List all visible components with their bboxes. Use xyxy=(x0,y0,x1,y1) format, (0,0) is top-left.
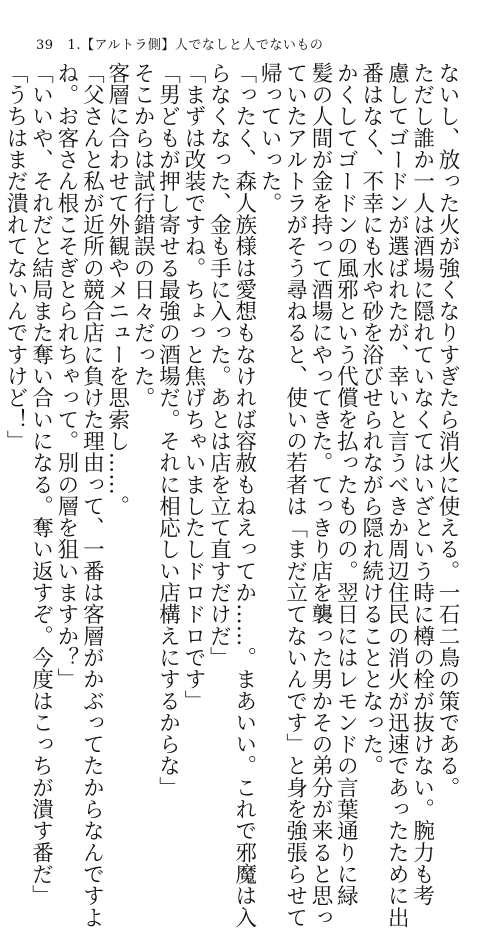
text-line: かくしてゴードンの風邪という代償を払ったものの。翌日にはレモンドの言葉通りに緑 xyxy=(333,62,359,907)
text-line: 番はなく、不幸にも水や砂を浴びせられながら隠れ続けることとなった。 xyxy=(358,62,384,777)
running-header xyxy=(36,34,323,53)
dialogue-line: 「うちはまだ潰れてないんですけど！」 xyxy=(3,62,29,452)
text-line: そこからは試行錯誤の日々だった。 xyxy=(130,62,156,409)
vertical-body-text xyxy=(3,62,460,928)
text-line: 慮してゴードンが選ばれたが、幸いと言うべきか周辺住民の消火が迅速であったために出 xyxy=(384,62,410,928)
dialogue-line: らなくなった、金も手に入った。あとは店を立て直すだけだ」 xyxy=(206,62,232,669)
text-line: ないし、放った火が強くなりすぎたら消火に使える。一石二鳥の策である。 xyxy=(435,62,460,799)
dialogue-line: 「ったく、森人族様は愛想もなければ容赦もねえってか……。まあいい。これで邪魔は入 xyxy=(231,62,257,928)
dialogue-line: 「父さんと私が近所の競合店に負けた理由って、一番は客層がかぶってたからなんですよ xyxy=(79,62,105,928)
text-line: 帰っていった。 xyxy=(257,62,283,214)
page-number: 39 xyxy=(36,38,54,53)
text-line: ただし誰か一人は酒場に隠れていなくてはいざという時に樽の栓が抜けない。腕力も考 xyxy=(409,62,435,907)
text-line: ていたアルトラがそう尋ねると、使いの若者は「まだ立てないんです」と身を強張らせて xyxy=(282,62,308,928)
dialogue-line: ね。お客さん根こそぎとられちゃって。別の層を狙いますか？」 xyxy=(53,62,79,690)
dialogue-line: 「男どもが押し寄せる最強の酒場だ。それに相応しい店構えにするからな」 xyxy=(155,62,181,799)
dialogue-line: 「まずは改装ですね。ちょっと焦げちゃいましたしドロドロです」 xyxy=(180,62,206,712)
text-line: 客層に合わせて外観やメニューを思索し……。 xyxy=(104,62,130,517)
chapter-title: 1.【アルトラ側】人でなしと人でないもの xyxy=(67,38,324,53)
dialogue-line: 「いいや、それだと結局また奪い合いになる。奪い返すぞ。今度はこっちが潰す番だ」 xyxy=(28,62,54,907)
text-line: 髪の人間が金を持って酒場にやってきた。てっきり店を襲った男かその弟分が来ると思っ xyxy=(307,62,333,928)
